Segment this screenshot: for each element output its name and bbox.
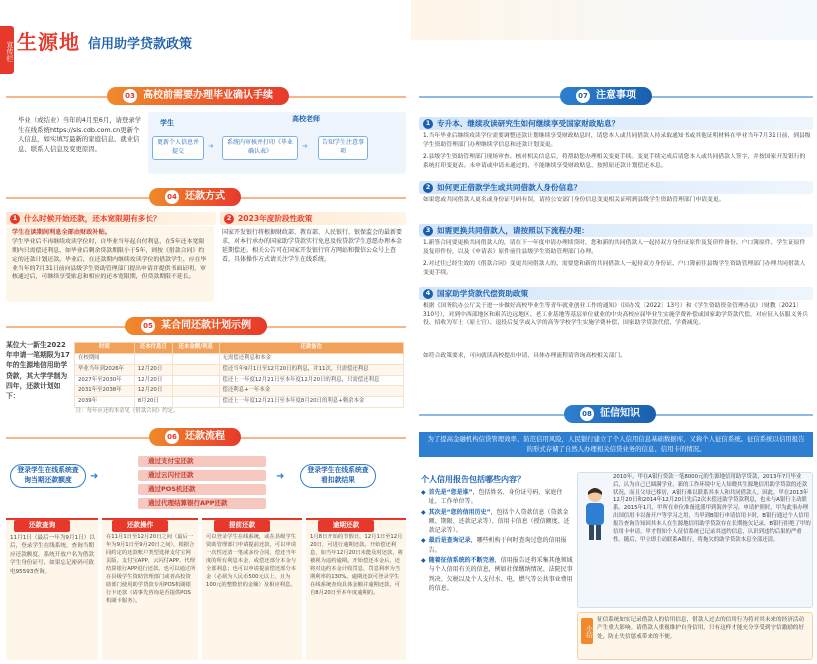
sec07-q3-text2: 2.对过往已经生效的《借款合同》变更共同借款人的，需要您和新的共同借款人一起持双方身份证、户口簿前往县级学生资助管理部门办理共同借款人变更手续。 [423, 261, 806, 276]
sec04-sub1-lead: 学生在读期间利息全部由财政补贴。 [12, 229, 111, 236]
table-row [75, 364, 404, 375]
repayment-table [74, 342, 404, 408]
right-column [415, 40, 817, 664]
item-highlight: 首先是“您是谁” [428, 489, 473, 496]
section-title: 高校前需要办理毕业确认手续 [143, 89, 273, 101]
sec04-sub2-text: 国家开发银行将根据财政部、教育部、人民银行、银保监会的最新要求，对本行承办的国家助学贷款实行免息及按贷款学生意愿办理本金延期偿还。相关公告可在国家开发银行官方网站和微信公众号上查看，具体操作方式请关注学生在线系统。 [222, 229, 403, 263]
flow-step-update-info: 更新个人信息并提交 [152, 136, 204, 160]
sec07-q4-tail: 如符合政策要求，可向就读高校提出申请，具体办理流程请咨询高校相关部门。 [423, 353, 626, 359]
step-title: 逾期还款 [318, 520, 374, 532]
sec04-sub1-heading [6, 212, 216, 225]
brand-tag: 宣传栏 [0, 26, 14, 74]
sub-number: 2 [224, 214, 234, 224]
section-title: 某合同还款计划示例 [161, 319, 251, 331]
table-row [75, 397, 404, 408]
student-label: 学生 [160, 119, 174, 127]
bullet-icon: ◆ [421, 537, 426, 545]
table-header: 还本付息日 [134, 343, 172, 354]
sub-title: 国家助学贷款代偿资助政策 [437, 289, 529, 298]
table-cell: 偿还上一年度12月21日至本年度8月20日的利息+剩余本金 [219, 397, 403, 408]
pay-option-unionpay[interactable]: 通过云闪付还款 [138, 470, 266, 481]
brand-subtitle: 信用助学贷款政策 [88, 37, 193, 52]
sec07-q1-heading [419, 117, 813, 130]
section-number: 03 [123, 89, 137, 103]
sec07-q2-heading [419, 181, 813, 194]
step-title: 还款操作 [112, 520, 168, 532]
table-header: 时间 [75, 343, 135, 354]
table-row [75, 375, 404, 386]
step-text: 11月1日（最后一年为9月1日）以后，登录学生在线系统，查询当期应还款额度，系统开放户名为借款学生身份证号，如果忘记密码可致电95593查询。 [10, 535, 95, 575]
section-number: 06 [165, 430, 179, 444]
pay-option-alipay[interactable]: 通过支付宝还款 [138, 456, 266, 467]
brand-title: 生源地 [17, 30, 80, 54]
table-cell: 偿还利息+一年本金 [219, 386, 403, 397]
step-title: 提前还款 [214, 520, 270, 532]
section-03-header [98, 87, 298, 105]
item-text: ，包括个人贷款信息（贷款金额、期限、还款记录等）、信用卡信息（授信额度、还款记录等）。 [428, 508, 570, 535]
list-item [421, 536, 573, 555]
arrow-right-icon: ➜ [90, 471, 99, 482]
table-cell [134, 354, 172, 365]
table-row [75, 354, 404, 365]
step-text: 在11月1日至12月20日之间（最后一年为9月1日至9月20日之间），根据合同约定的还款账户类型选择支付宝网页版、支付宝APP、云闪付APP、代理结算银行APP进行还款，也可以通过所在县级学生资助管理部门或者高校资助部门使用助学贷款专用POS机刷银行卡还款（请事先咨询是否提供POS机刷卡服务）。 [106, 534, 196, 604]
table-cell: 2027年至2030年 [75, 375, 135, 386]
section-06-header [130, 428, 260, 446]
flow-step-notify: 告知学生注意事项 [318, 136, 368, 160]
list-item [421, 488, 573, 507]
summary-tag: 小结 [581, 618, 593, 644]
section-04-header [120, 188, 270, 206]
item-highlight: 其次是“您的信用历史” [428, 508, 491, 516]
pay-option-bank-app[interactable]: 通过代理结算银行APP还款 [138, 498, 266, 509]
table-row [75, 386, 404, 397]
table-cell [172, 375, 219, 386]
summary-text: 征信系统如实记录借款人的信用信息，借款人过去的信用行为将对其未来的经济活动产生重大影响。请借款人重视维护自身信用，只有这样才能充分享受到守信激励的好处，防止失信惩戒带来的不便。 [597, 617, 804, 640]
sub-number: 2 [423, 183, 433, 193]
sec04-sub1-text: 学生毕业后不再继续攻读学位时，自毕业当年起自付利息，在5年还本宽限期内只需偿还利息，如毕业后剩余贷款期限小于5年，则按《借款合同》约定的还款计划还款。毕业后，在还款期内继续攻读学位的借款学生，应在毕业当年的7月31日前向县级学生资助管理部门提出申请并提供书面证明，审核通过后，可继续享受贴息和相应的还本宽限期，但贷款期限不延长。 [12, 239, 207, 281]
sec04-sub2-heading [220, 212, 406, 225]
item-text: ，哪些机构于何时查询过您的信用报告。 [428, 537, 567, 554]
bullet-icon: ◆ [421, 489, 426, 496]
section-08-header [555, 405, 665, 423]
sub-title: 如何更正借款学生或共同借款人身份信息？ [437, 183, 582, 192]
item-highlight: 最后是查询记录 [428, 537, 471, 545]
table-cell: 偿还当年9月1日至12月20日的利息，并11次，只需偿还利息 [219, 364, 403, 375]
sec07-q4-heading [419, 287, 813, 300]
view-result-button[interactable]: 登录学生在线系统查看扣款结果 [300, 464, 376, 488]
table-cell: 12月20日 [134, 386, 172, 397]
credit-banner: 为了提高金融机构信贷管理效率、防范信用风险，人民银行建立了个人信用信息基础数据库，又称个人征信系统。征信系统以信用报告的形式存储了自然人办理相关信贷业务的信息、信用卡的情况。 [419, 432, 813, 457]
table-header: 还款备注 [219, 343, 403, 354]
table-note: 注：每年应还的本金见《借款合同》约定。 [76, 408, 179, 414]
list-item [421, 556, 573, 593]
list-item [421, 508, 573, 536]
table-cell [172, 397, 219, 408]
table-cell: 无需偿还利息和本金 [219, 354, 403, 365]
sub-number: 3 [423, 226, 433, 236]
sub-title: 什么时候开始还款，还本宽限期有多长？ [24, 214, 161, 223]
sec05-side-text: 某位大一新生2022年申请一笔期限为17年的生源地信用助学贷款，其大学学制为四年，还款计划如下： [6, 341, 70, 400]
section-number: 04 [165, 190, 179, 204]
sec07-q3-text1: 1.新签合同要更换共同借款人的，请在下一年度申请办理续贷时，您和新的共同借款人一起持双方身份证原件及复印件备份、户口簿原件、学生证原件及复印件份，以及《申请表》原件前往县级学生资助管理部门办理。 [423, 240, 806, 255]
section-07-header [531, 87, 681, 105]
table-cell [172, 354, 219, 365]
query-amount-button[interactable]: 登录学生在线系统查询当期还款额度 [10, 464, 86, 488]
bullet-icon: ◆ [421, 557, 426, 565]
section-number: 05 [141, 319, 155, 333]
table-cell [172, 386, 219, 397]
sub-number: 4 [423, 289, 433, 299]
table-cell: 在校期间 [75, 354, 135, 365]
step-text: 1月8日开始的节假日，12月1日至12月20日，可进行逾期还款。开始偿还利息，如当年12月20日未能及时还款，将被视为违约逾期。开始偿还本金后，还将对违约本金计收罚息，罚息利率为当期利率的130%。逾期还款可登录学生在线系统查询具体金额并逾期还款，可自8月20日至本年度逾期的。 [310, 534, 403, 596]
sec07-q1-text2: 2.县级学生资助管理部门现场审查、核对相关信息后，将帮助您办理相关变更手续。变更手续完成后请您本人或共同借款人签字，并按国家开发银行的系统打印变更表。未申请或申请未通过的，不能继续享受财政贴息，按照原还款计划偿还本息。 [423, 154, 806, 169]
arrow-right-icon: ➜ [302, 142, 308, 150]
section-number: 07 [576, 89, 590, 103]
case-study-text: 2010年，甲在A银行贷款一笔8000元的生源地信用助学贷款，2013年7月毕业后，认为自己已圆满学业，新的工作环境中无人知晓其生源地信用助学贷款的还款状况，而且父母已移居，A银行难以联系其本人和共同借款人。因此，甲在2013年12月20日和2014年12月20日先后2次未偿还助学贷款利息，也未与A银行主动联系。2015年1月，甲所在单位准备选派甲到海外学习，申请护照时，甲为此事办理出国信用卡以备开户等学习之用，当甲到B银行申请信用卡时，B银行通过个人信用报告查询告知因其本人在生源地信用助学贷款存在长期拖欠记录，B银行拒绝了甲的信用卡申请。甲才得知个人征信系统已记录其违约信息，认识到违约后果的严重性。随后，甲立即主动联系A银行，将拖欠的助学贷款本息全部还清。 [613, 474, 811, 543]
table-cell: 8月20日 [134, 397, 172, 408]
step-title: 还款查询 [14, 520, 70, 532]
section-title: 注意事项 [596, 89, 636, 101]
person-illustration-icon [581, 486, 609, 542]
sub-title: 专升本、继续攻读研究生如何继续享受国家财政贴息？ [437, 119, 620, 128]
arrow-right-icon: ➜ [208, 142, 214, 150]
flow-step-print-form: 系统内审核并打印《毕业确认表》 [222, 136, 298, 160]
section-number: 08 [580, 407, 594, 421]
arrow-right-icon: ➜ [276, 471, 285, 482]
table-cell: 12月20日 [134, 375, 172, 386]
table-header: 还本金额/利息 [172, 343, 219, 354]
sub-number: 1 [423, 119, 433, 129]
section-title: 征信知识 [600, 407, 640, 419]
step-text: 可以登录学生在线系统，或在县级学生资助管理部门申请提前还款，可以申请一次性还清一笔或多份合同，偿还当年度的所有利息本金，或偿还部分本金与全部利息；也可以申请提前偿还部分本金（必须为人民币500元以上，且为100元的整数倍的金额）及相应利息。 [206, 534, 297, 588]
sub-number: 1 [10, 214, 20, 224]
section-title: 还款流程 [185, 430, 225, 442]
sec07-q2-text: 如果您或共同借款人更名或身份证号码有误，请持公安部门身份信息变更相关证明到县级学生资助管理部门申请变更。 [423, 197, 725, 203]
sec07-q1-text1: 1.当年毕业后继续攻读学位需要调整还款计划继续享受财政贴息时，请您本人或共同借款人持录取通知书或其他证明材料在毕业当年7月31日前，到县级学生资助管理部门办理继续学信息和还款计划变更。 [423, 133, 811, 148]
table-cell: 12月20日 [134, 364, 172, 375]
section-title: 还款方式 [185, 190, 225, 202]
item-text: ，包括姓名、身份证号码、家庭住址、工作单位等。 [428, 489, 563, 506]
item-text: ，信用报告还将采集其他领域与个人信用有关的信息，例如社保缴纳情况、法院民事判决、欠税以及个人支付水、电、燃气等公共事业费用的信息。 [428, 557, 573, 592]
credit-report-question: 个人信用报告包括哪些内容？ [421, 475, 525, 484]
sec07-q4-text: 根据《国务院办公厅关于进一步做好高校毕业生等青年就业创业工作的通知》（国办发〔2022〕13号）和《学生资助资金管理办法》（财教〔2021〕310号），对到中西部地区和艰苦边远地区、老工业基地等基层单位就业的中央高校应届毕业生实施学费补偿或国家助学贷款代偿，对应征入伍服义务兵役、招收为军士（原士官）、退役后复学或入学的高等学校学生实施学费补偿、国家助学贷款代偿、学费减免。 [423, 303, 808, 327]
pay-option-pos[interactable]: 通过POS机还款 [138, 484, 266, 495]
table-cell: 2031年至2038年 [75, 386, 135, 397]
bullet-icon: ◆ [421, 508, 426, 516]
sub-title: 如需更换共同借款人，请按照以下流程办理： [437, 226, 589, 235]
table-cell: 2039年 [75, 397, 135, 408]
table-cell: 偿还上一年度12月21日至本年度12月20日的利息，只需偿还利息 [219, 375, 403, 386]
credit-report-list [421, 488, 573, 594]
item-highlight: 随着征信系统的不断完善 [428, 557, 495, 565]
sec07-q3-heading [419, 224, 813, 237]
teacher-label: 高校老师 [292, 115, 320, 123]
sub-title: 2023年度阶段性政策 [238, 214, 313, 223]
section-05-header [106, 317, 286, 335]
table-cell: 毕业当年到2026年 [75, 364, 135, 375]
sec03-intro: 毕业（或结业）当年的4月至6月，请登录学生在线系统https://sls.cdb.com.cn更新个人信息，如实填写最新的家庭信息、就业信息、联系人信息及变更原因。 [18, 116, 142, 153]
table-cell [172, 364, 219, 375]
